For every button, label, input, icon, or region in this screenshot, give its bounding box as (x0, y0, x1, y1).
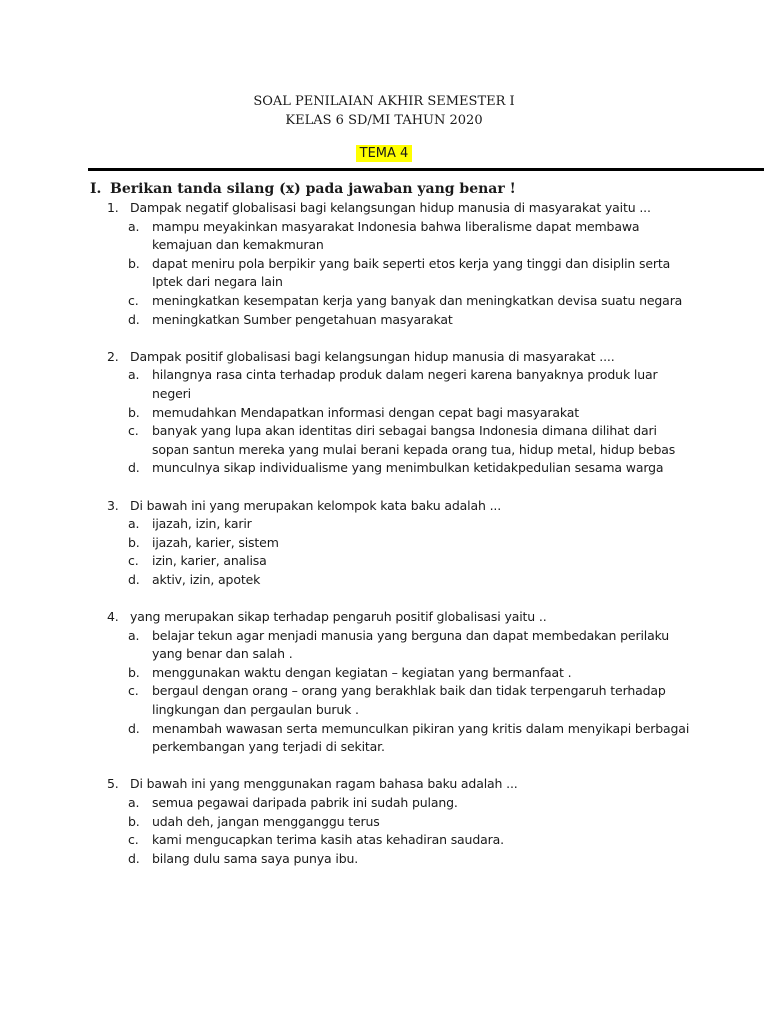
option-text: udah deh, jangan mengganggu terus (152, 813, 380, 829)
option-text: ijazah, izin, karir (152, 516, 252, 532)
answer-option (0, 218, 768, 255)
answer-option (0, 366, 768, 403)
option-letter: b. (128, 404, 140, 420)
exam-class-year: KELAS 6 SD/MI TAHUN 2020 (285, 113, 483, 128)
option-text: meningkatkan kesempatan kerja yang banyak dan meningkatkan devisa suatu negara (152, 292, 683, 308)
question-text: Dampak positif globalisasi bagi kelangsungan hidup manusia di masyarakat .... (130, 348, 615, 364)
option-text: kami mengucapkan terima kasih atas kehadiran saudara. (152, 832, 504, 848)
question-number: 4. (107, 609, 119, 625)
answer-option (0, 404, 768, 423)
question-stem (0, 775, 768, 794)
answer-option (0, 571, 768, 590)
option-letter: c. (128, 292, 139, 308)
answer-option (0, 682, 768, 719)
question-number: 3. (107, 497, 119, 513)
question-stem (0, 497, 768, 516)
option-letter: c. (128, 423, 139, 439)
option-text: banyak yang lupa akan identitas diri sebagai bangsa Indonesia dimana dilihat dari sopan santun mereka yang mulai berani kepada orang tua, hidup metal, hidup bebas (152, 423, 676, 457)
option-text: aktiv, izin, apotek (152, 571, 261, 587)
answer-option (0, 534, 768, 553)
theme-line (0, 145, 768, 163)
question-item (0, 497, 768, 590)
question-text: Di bawah ini yang menggunakan ragam bahasa baku adalah ... (130, 776, 518, 792)
question-number: 2. (107, 348, 119, 364)
option-text: belajar tekun agar menjadi manusia yang berguna dan dapat membedakan perilaku yang benar dan salah . (152, 627, 670, 662)
question-stem (0, 199, 768, 218)
section-heading (90, 179, 516, 199)
answer-option (0, 831, 768, 850)
answer-option (0, 311, 768, 330)
theme-label: TEMA 4 (356, 145, 413, 162)
option-text: izin, karier, analisa (152, 553, 267, 569)
option-letter: a. (128, 627, 140, 643)
question-item (0, 348, 768, 478)
answer-option (0, 459, 768, 478)
option-letter: d. (128, 311, 140, 327)
option-letter: c. (128, 553, 139, 569)
option-letter: d. (128, 720, 140, 736)
option-text: memudahkan Mendapatkan informasi dengan cepat bagi masyarakat (152, 404, 579, 420)
option-text: munculnya sikap individualisme yang menimbulkan ketidakpedulian sesama warga (152, 460, 664, 476)
exam-header (0, 92, 768, 130)
option-letter: b. (128, 813, 140, 829)
question-text: yang merupakan sikap terhadap pengaruh positif globalisasi yaitu .. (130, 609, 547, 625)
section-instruction: Berikan tanda silang (x) pada jawaban yang benar ! (110, 181, 516, 197)
option-text: menggunakan waktu dengan kegiatan – kegiatan yang bermanfaat . (152, 664, 572, 680)
answer-option (0, 422, 768, 459)
option-letter: a. (128, 516, 140, 532)
option-letter: d. (128, 571, 140, 587)
header-divider (88, 168, 764, 171)
question-text: Dampak negatif globalisasi bagi kelangsungan hidup manusia di masyarakat yaitu ... (130, 200, 651, 215)
option-text: bilang dulu sama saya punya ibu. (152, 850, 359, 866)
question-stem (0, 348, 768, 367)
question-number: 5. (107, 776, 119, 792)
option-text: dapat meniru pola berpikir yang baik seperti etos kerja yang tinggi dan disiplin serta Iptek dari negara lain (152, 255, 671, 290)
option-text: bergaul dengan orang – orang yang berakhlak baik dan tidak terpengaruh terhadap lingkungan dan pergaulan buruk . (152, 683, 666, 718)
option-letter: a. (128, 795, 140, 810)
option-letter: c. (128, 832, 139, 848)
option-letter: b. (128, 664, 140, 680)
answer-option (0, 515, 768, 534)
option-text: mampu meyakinkan masyarakat Indonesia bahwa liberalisme dapat membawa kemajuan dan kemakmuran (152, 218, 640, 253)
answer-option (0, 813, 768, 832)
option-letter: d. (128, 460, 140, 476)
question-list (0, 199, 768, 887)
option-letter: a. (128, 218, 140, 234)
option-letter: b. (128, 534, 140, 550)
option-text: semua pegawai daripada pabrik ini sudah pulang. (152, 795, 458, 810)
question-item (0, 199, 768, 329)
option-letter: a. (128, 367, 140, 383)
option-letter: b. (128, 255, 140, 271)
option-text: menambah wawasan serta memunculkan pikiran yang kritis dalam menyikapi berbagai perkembangan yang terjadi di sekitar. (152, 720, 690, 755)
answer-option (0, 255, 768, 292)
section-numeral: I. (90, 181, 102, 197)
answer-option (0, 627, 768, 664)
exam-title: SOAL PENILAIAN AKHIR SEMESTER I (253, 94, 515, 109)
answer-option (0, 552, 768, 571)
answer-option (0, 720, 768, 757)
option-text: meningkatkan Sumber pengetahuan masyarakat (152, 311, 453, 327)
question-item (0, 608, 768, 757)
option-text: ijazah, karier, sistem (152, 534, 279, 550)
option-letter: d. (128, 850, 140, 866)
option-text: hilangnya rasa cinta terhadap produk dalam negeri karena banyaknya produk luar negeri (152, 367, 658, 401)
question-item (0, 775, 768, 868)
question-text: Di bawah ini yang merupakan kelompok kata baku adalah ... (130, 497, 502, 513)
answer-option (0, 850, 768, 869)
answer-option (0, 664, 768, 683)
option-letter: c. (128, 683, 139, 699)
answer-option (0, 292, 768, 311)
question-number: 1. (107, 200, 119, 215)
answer-option (0, 794, 768, 813)
question-stem (0, 608, 768, 627)
